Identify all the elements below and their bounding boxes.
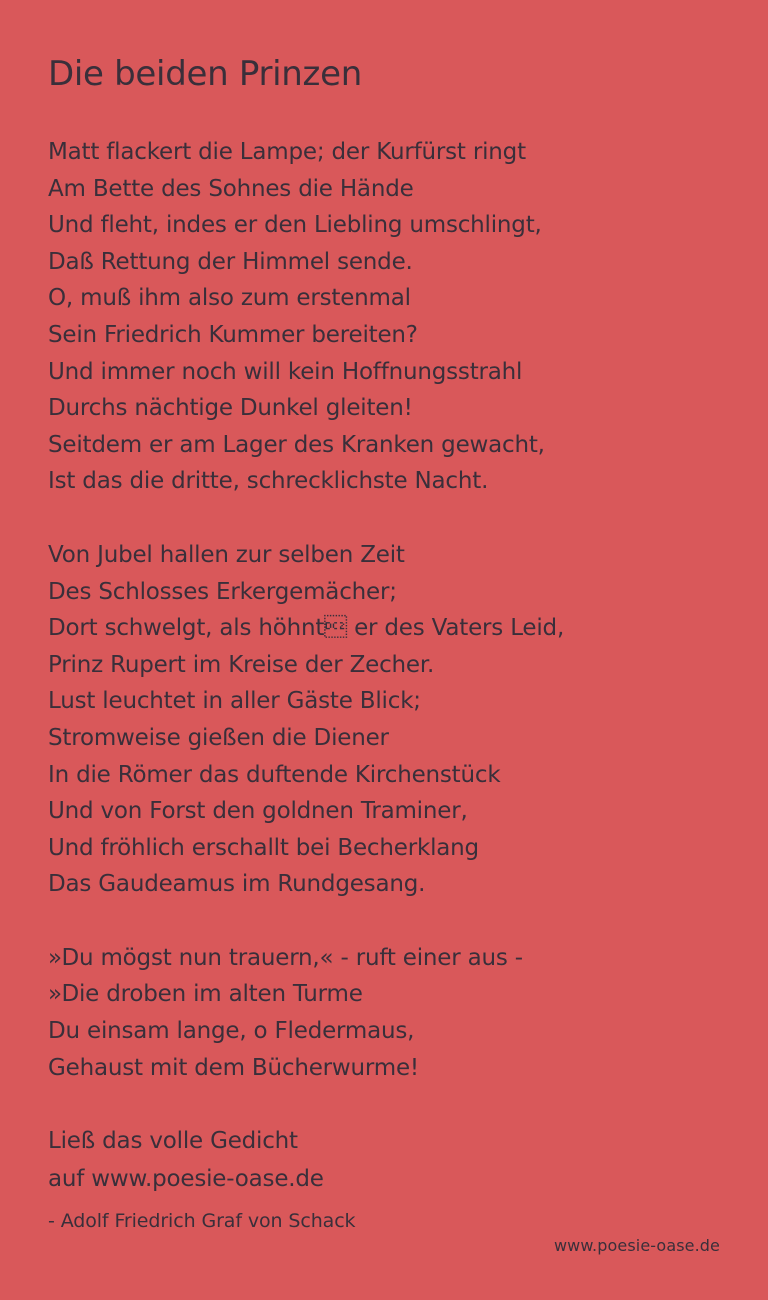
poem-line: Von Jubel hallen zur selben Zeit [48,541,405,568]
poem-line: Lust leuchtet in aller Gäste Blick; [48,688,421,715]
poem-line: Prinz Rupert im Kreise der Zecher. [48,651,435,678]
poem-line: Durchs nächtige Dunkel gleiten! [48,395,413,422]
stanza-3 [48,940,728,1086]
poem-line: Ist das die dritte, schrecklichste Nacht. [48,468,489,495]
poem-line: Des Schlosses Erkergemächer; [48,578,397,605]
stanza-2 [48,537,728,903]
poem-line: Dort schwelgt, als höhnt er des Vaters Leid, [48,615,565,642]
poem-title: Die beiden Prinzen [48,54,362,94]
poem-line: Seitdem er am Lager des Kranken gewacht, [48,431,545,458]
poem-line: Das Gaudeamus im Rundgesang. [48,871,426,898]
poem-line: Gehaust mit dem Bücherwurme! [48,1054,419,1081]
poem-line: Und fröhlich erschallt bei Becherklang [48,834,479,861]
poem-line: Und von Forst den goldnen Traminer, [48,798,468,825]
full-poem-note [48,1123,728,1198]
poem-author: - Adolf Friedrich Graf von Schack [48,1210,356,1233]
poem-line: Sein Friedrich Kummer bereiten? [48,321,418,348]
poem-container [48,52,728,1234]
cta-line: Ließ das volle Gedicht [48,1128,298,1155]
poem-line: Du einsam lange, o Fledermaus, [48,1018,415,1045]
poem-line: Und immer noch will kein Hoffnungsstrahl [48,358,523,385]
poem-line: In die Römer das duftende Kirchenstück [48,761,501,788]
site-watermark: www.poesie-oase.de [553,1236,720,1255]
poem-line: Und fleht, indes er den Liebling umschlingt, [48,212,542,239]
poem-line: »Die droben im alten Turme [48,981,363,1008]
poem-line: »Du mögst nun trauern,« - ruft einer aus - [48,944,523,971]
stanza-1 [48,134,728,500]
cta-line: auf www.poesie-oase.de [48,1165,324,1192]
poem-line: Daß Rettung der Himmel sende. [48,248,413,275]
poem-line: Stromweise gießen die Diener [48,724,389,751]
poem-line: Matt flackert die Lampe; der Kurfürst ringt [48,139,526,165]
poem-line: O, muß ihm also zum erstenmal [48,285,411,312]
poem-line: Am Bette des Sohnes die Hände [48,175,414,202]
